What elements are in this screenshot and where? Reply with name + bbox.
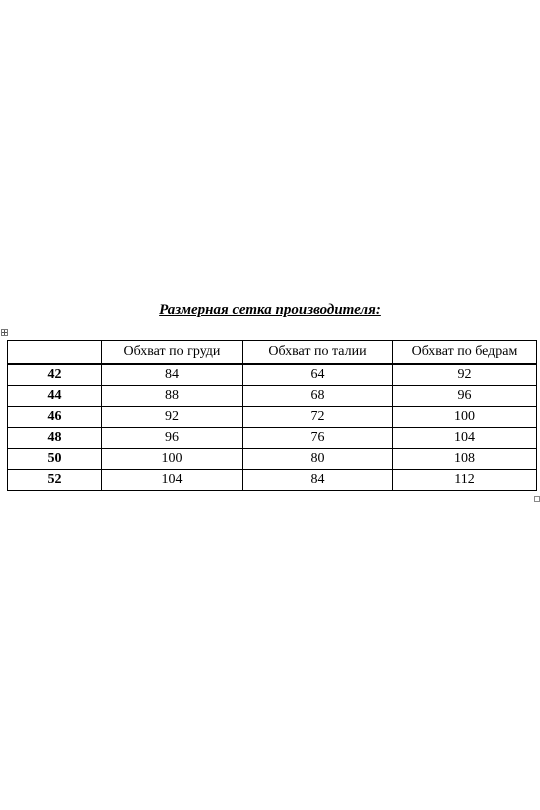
waist-cell: 80 — [243, 449, 393, 470]
size-cell: 48 — [8, 428, 102, 449]
size-cell: 42 — [8, 364, 102, 386]
hips-cell: 96 — [393, 386, 537, 407]
hips-cell: 112 — [393, 470, 537, 491]
size-chart-table — [7, 340, 537, 491]
document-title: Размерная сетка производителя: — [159, 302, 381, 318]
header-cell-empty — [8, 341, 102, 365]
table-row — [8, 428, 537, 449]
table-resize-handle-icon[interactable] — [534, 496, 540, 502]
chest-cell: 92 — [102, 407, 243, 428]
chest-cell: 88 — [102, 386, 243, 407]
table-row — [8, 407, 537, 428]
size-cell: 44 — [8, 386, 102, 407]
waist-cell: 72 — [243, 407, 393, 428]
chest-cell: 100 — [102, 449, 243, 470]
table-row — [8, 470, 537, 491]
table-row — [8, 364, 537, 386]
size-cell: 46 — [8, 407, 102, 428]
size-cell: 52 — [8, 470, 102, 491]
table-row — [8, 386, 537, 407]
waist-cell: 76 — [243, 428, 393, 449]
table-header-row — [8, 341, 537, 365]
table-row — [8, 449, 537, 470]
chest-cell: 104 — [102, 470, 243, 491]
hips-cell: 100 — [393, 407, 537, 428]
chest-cell: 84 — [102, 364, 243, 386]
size-cell: 50 — [8, 449, 102, 470]
hips-cell: 92 — [393, 364, 537, 386]
hips-cell: 108 — [393, 449, 537, 470]
header-cell-chest: Обхват по груди — [102, 341, 243, 365]
waist-cell: 68 — [243, 386, 393, 407]
table-move-handle-icon[interactable] — [1, 329, 8, 336]
chest-cell: 96 — [102, 428, 243, 449]
waist-cell: 84 — [243, 470, 393, 491]
waist-cell: 64 — [243, 364, 393, 386]
header-cell-waist: Обхват по талии — [243, 341, 393, 365]
header-cell-hips: Обхват по бедрам — [393, 341, 537, 365]
hips-cell: 104 — [393, 428, 537, 449]
